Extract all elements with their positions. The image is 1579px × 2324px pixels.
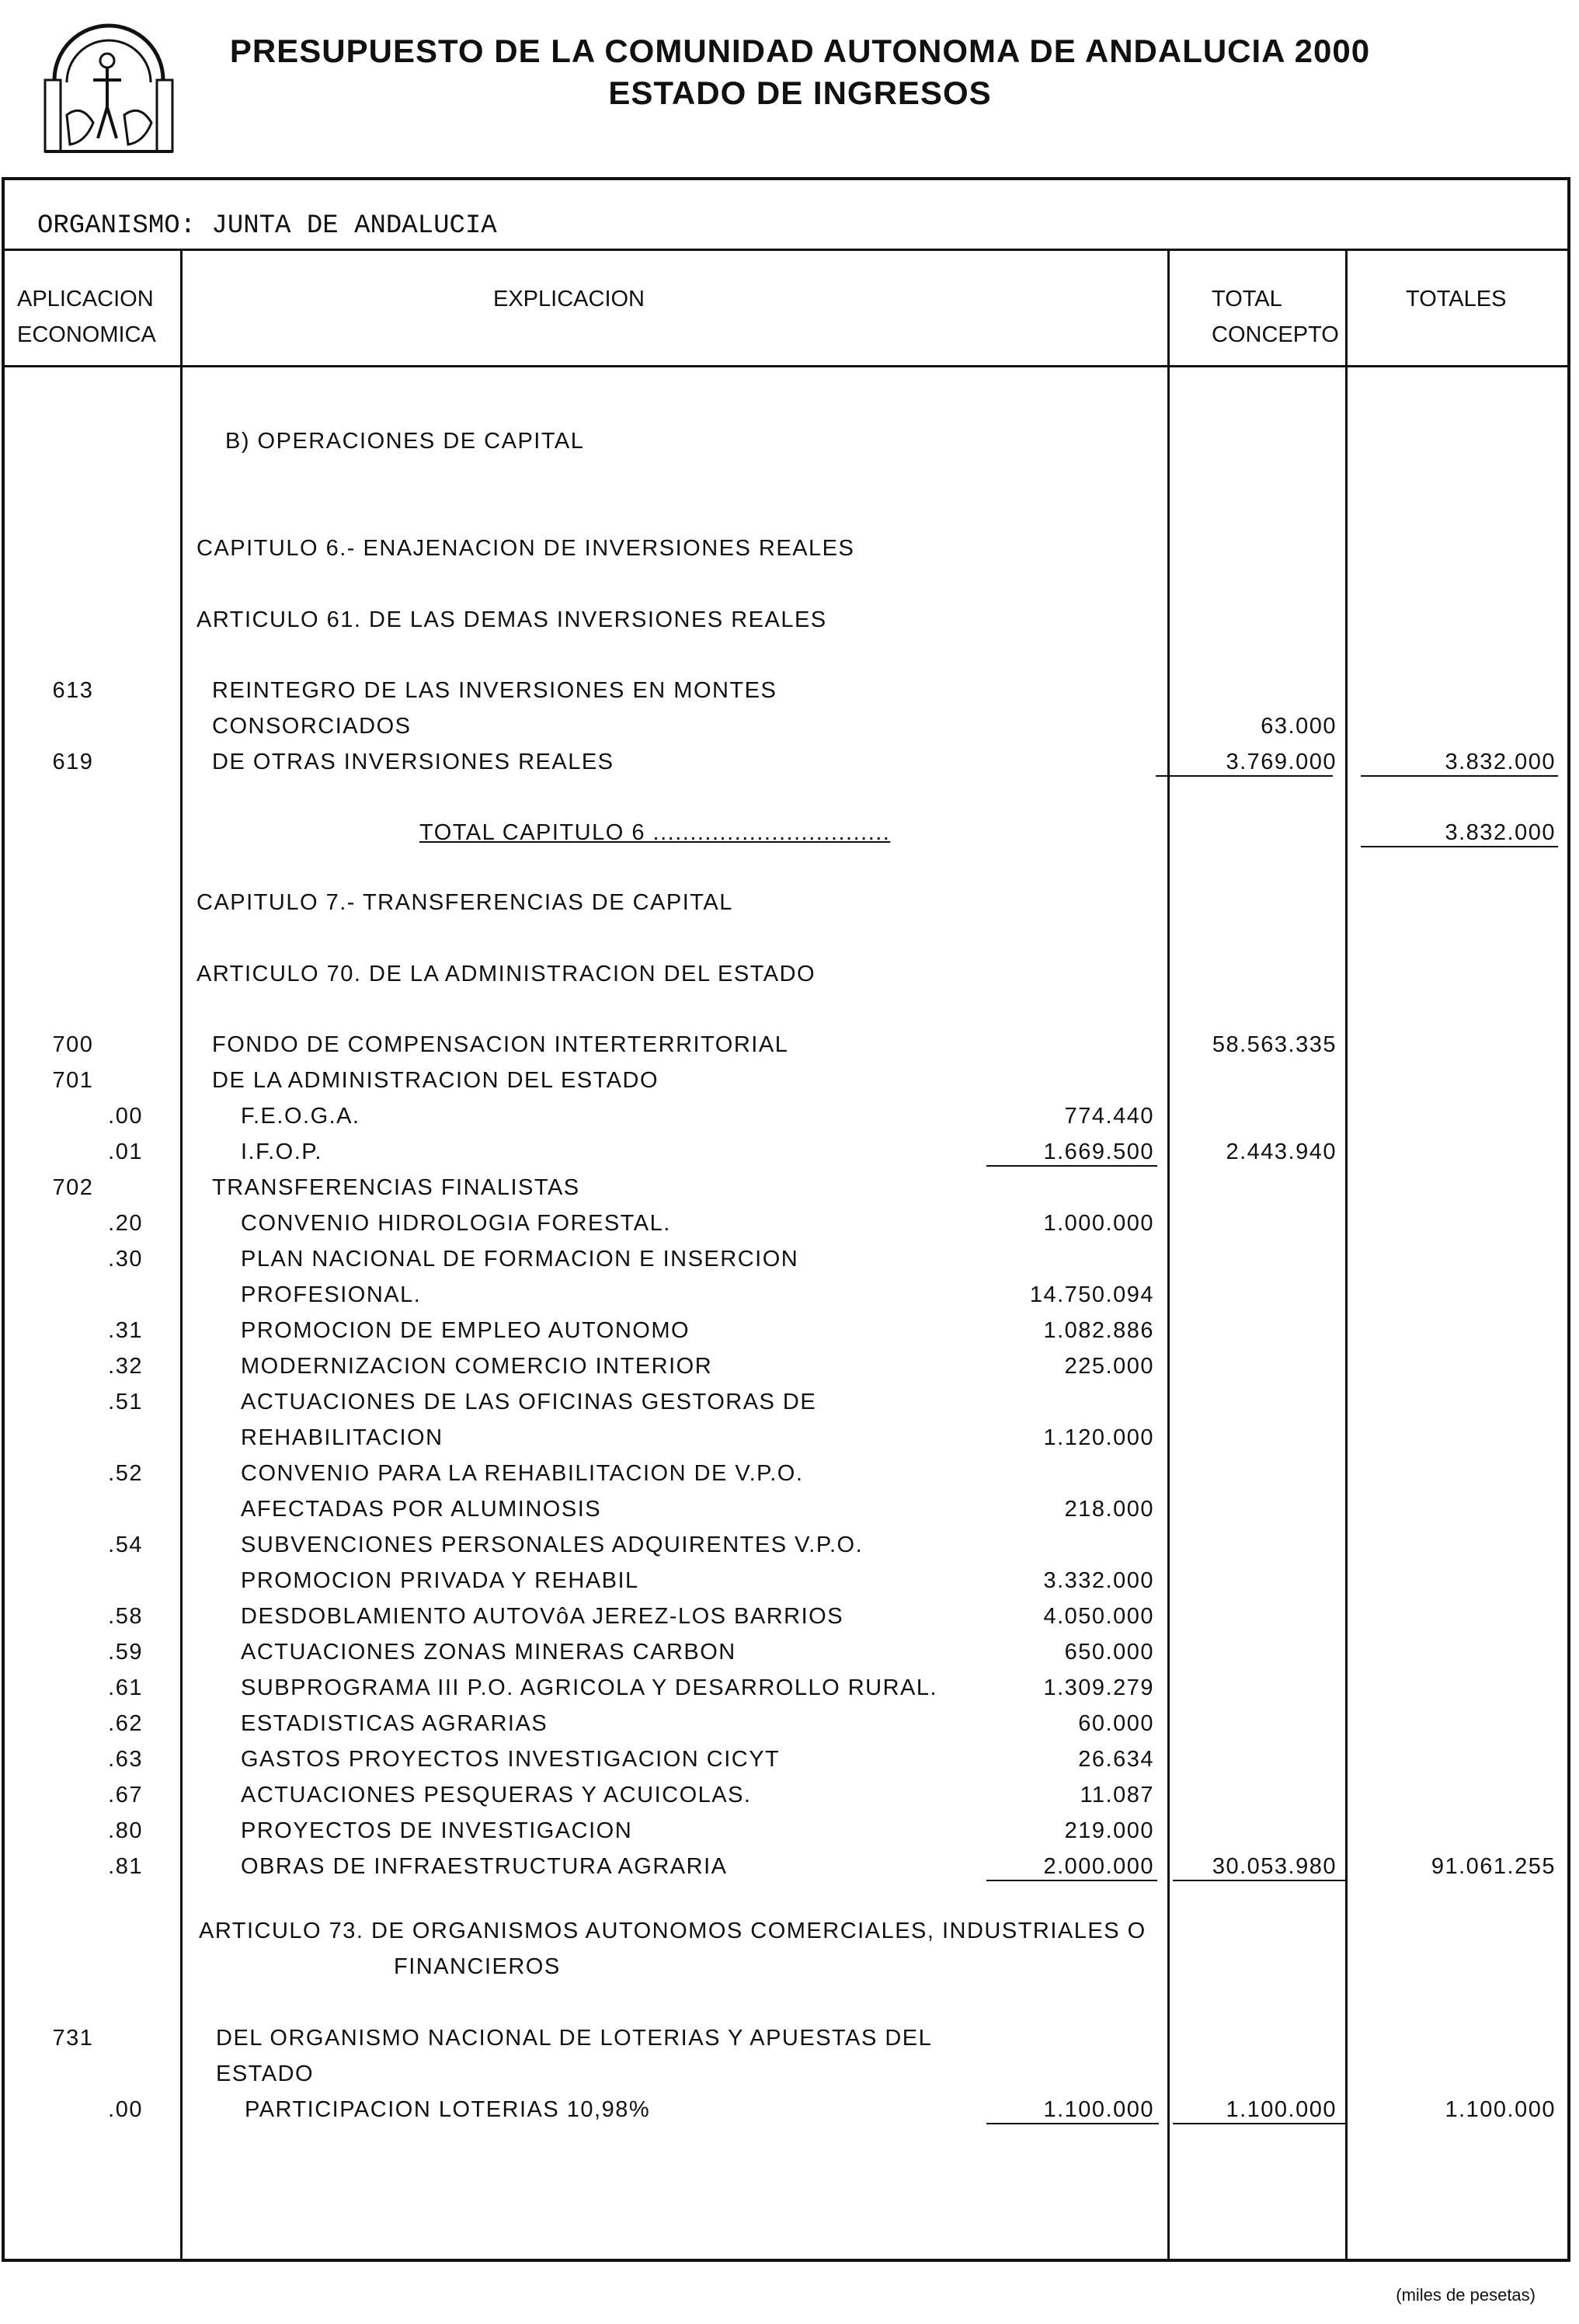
- table-row: [0, 1384, 1579, 1420]
- row-total-concepto: 1.100.000: [1226, 2097, 1337, 2122]
- table-row: [0, 1420, 1579, 1456]
- row-description: ACTUACIONES DE LAS OFICINAS GESTORAS DE: [241, 1390, 817, 1414]
- row-amount: 2.000.000: [1043, 1854, 1154, 1879]
- row-description: PROYECTOS DE INVESTIGACION: [241, 1818, 633, 1843]
- table-row: [0, 531, 1579, 566]
- units-footnote: (miles de pesetas): [1396, 2285, 1536, 2305]
- subtotal-underline: [1173, 1880, 1345, 1881]
- row-amount: 26.634: [1078, 1747, 1154, 1772]
- row-description: SUBPROGRAMA III P.O. AGRICOLA Y DESARROLLO RURAL.: [241, 1675, 938, 1700]
- row-description: DESDOBLAMIENTO AUTOVôA JEREZ-LOS BARRIOS: [241, 1604, 844, 1629]
- table-row: [0, 1634, 1579, 1670]
- row-code: 702: [52, 1175, 94, 1200]
- column-header-aplicacion: [17, 281, 156, 353]
- table-row: [0, 885, 1579, 920]
- table-row: [0, 708, 1579, 744]
- table-row: [0, 1277, 1579, 1313]
- row-subcode: .67: [108, 1783, 143, 1807]
- table-row: [0, 1599, 1579, 1634]
- row-description: FONDO DE COMPENSACION INTERTERRITORIAL: [212, 1032, 789, 1057]
- row-description: REINTEGRO DE LAS INVERSIONES EN MONTES: [212, 678, 777, 703]
- table-row: [0, 956, 1579, 992]
- row-code: 701: [52, 1068, 94, 1093]
- row-amount: 1.100.000: [1043, 2097, 1154, 2122]
- table-row: [0, 1456, 1579, 1491]
- row-subcode: .51: [108, 1390, 143, 1414]
- row-subcode: .63: [108, 1747, 143, 1772]
- row-description: DEL ORGANISMO NACIONAL DE LOTERIAS Y APUESTAS DEL: [216, 2026, 933, 2051]
- row-description: DE OTRAS INVERSIONES REALES: [212, 750, 614, 774]
- row-description: PROMOCION DE EMPLEO AUTONOMO: [241, 1318, 690, 1343]
- table-row: [0, 744, 1579, 780]
- table-row: [0, 1741, 1579, 1777]
- row-amount: 219.000: [1064, 1818, 1154, 1843]
- table-row: [0, 1949, 1579, 1985]
- total-underline: [1361, 846, 1558, 847]
- column-header-totales: TOTALES: [1406, 287, 1507, 311]
- organismo-divider: [2, 249, 1570, 251]
- total-underline: [1361, 775, 1558, 777]
- row-description: ARTICULO 73. DE ORGANISMOS AUTONOMOS COMERCIALES, INDUSTRIALES O: [199, 1919, 1146, 1943]
- table-row: [0, 1313, 1579, 1348]
- row-description: TRANSFERENCIAS FINALISTAS: [212, 1175, 580, 1200]
- row-code: 613: [52, 678, 94, 703]
- row-description: REHABILITACION: [241, 1425, 443, 1450]
- row-description: CAPITULO 7.- TRANSFERENCIAS DE CAPITAL: [197, 890, 733, 915]
- row-subcode: .31: [108, 1318, 143, 1343]
- row-amount: 1.669.500: [1043, 1139, 1154, 1164]
- subtotal-underline: [986, 1880, 1157, 1881]
- subtotal-underline: [986, 2123, 1159, 2124]
- row-subcode: .81: [108, 1854, 143, 1879]
- table-row: [0, 602, 1579, 638]
- row-amount: 650.000: [1064, 1640, 1154, 1665]
- document-subtitle: ESTADO DE INGRESOS: [608, 75, 992, 111]
- row-description: CONVENIO HIDROLOGIA FORESTAL.: [241, 1211, 671, 1236]
- row-description: ARTICULO 61. DE LAS DEMAS INVERSIONES REALES: [197, 607, 827, 632]
- table-row: [0, 1706, 1579, 1741]
- subtotal-underline: [986, 1165, 1157, 1167]
- row-description: F.E.O.G.A.: [241, 1104, 360, 1129]
- row-description: PROFESIONAL.: [241, 1282, 422, 1307]
- row-code: 619: [52, 750, 94, 774]
- row-amount: 60.000: [1078, 1711, 1154, 1736]
- row-code: 700: [52, 1032, 94, 1057]
- column-header-total-concepto: [1212, 281, 1339, 353]
- document-title: PRESUPUESTO DE LA COMUNIDAD AUTONOMA DE ANDALUCIA 2000: [229, 33, 1371, 69]
- subtotal-underline: [1156, 775, 1333, 777]
- row-total-concepto: 63.000: [1261, 714, 1337, 739]
- row-description: PLAN NACIONAL DE FORMACION E INSERCION: [241, 1247, 799, 1272]
- row-description: B) OPERACIONES DE CAPITAL: [225, 429, 585, 454]
- row-description: PARTICIPACION LOTERIAS 10,98%: [245, 2097, 651, 2122]
- table-row: [0, 1913, 1579, 1949]
- row-totales: 3.832.000: [1445, 820, 1556, 845]
- column-header-aplicacion-line1: APLICACION: [17, 287, 154, 311]
- column-header-total-concepto-line1: TOTAL: [1212, 287, 1282, 311]
- table-row: [0, 1134, 1579, 1170]
- table-row: [0, 2020, 1579, 2056]
- row-amount: 4.050.000: [1043, 1604, 1154, 1629]
- row-subcode: .54: [108, 1533, 143, 1557]
- row-subcode: .59: [108, 1640, 143, 1665]
- row-subcode: .20: [108, 1211, 143, 1236]
- table-row: [0, 673, 1579, 708]
- row-description: ACTUACIONES ZONAS MINERAS CARBON: [241, 1640, 736, 1665]
- header-divider: [2, 365, 1570, 367]
- column-header-aplicacion-line2: ECONOMICA: [17, 322, 156, 347]
- row-description: SUBVENCIONES PERSONALES ADQUIRENTES V.P.O.: [241, 1533, 864, 1557]
- row-description: DE LA ADMINISTRACION DEL ESTADO: [212, 1068, 659, 1093]
- table-row: [0, 1241, 1579, 1277]
- table-row: [0, 1205, 1579, 1241]
- subtotal-underline: [1173, 2123, 1345, 2124]
- table-row: [0, 2056, 1579, 2092]
- table-row: [0, 1348, 1579, 1384]
- row-subcode: .62: [108, 1711, 143, 1736]
- row-description: GASTOS PROYECTOS INVESTIGACION CICYT: [241, 1747, 781, 1772]
- table-row: [0, 1098, 1579, 1134]
- column-header-explicacion: EXPLICACION: [493, 287, 645, 311]
- row-subcode: .80: [108, 1818, 143, 1843]
- row-description: OBRAS DE INFRAESTRUCTURA AGRARIA: [241, 1854, 728, 1879]
- row-description: ARTICULO 70. DE LA ADMINISTRACION DEL ESTADO: [197, 962, 816, 986]
- row-total-concepto: 3.769.000: [1226, 750, 1337, 774]
- table-row: [0, 1777, 1579, 1813]
- row-amount: 1.000.000: [1043, 1211, 1154, 1236]
- row-description: ESTADISTICAS AGRARIAS: [241, 1711, 548, 1736]
- row-total-concepto: 58.563.335: [1212, 1032, 1337, 1057]
- row-subcode: .30: [108, 1247, 143, 1272]
- row-description: AFECTADAS POR ALUMINOSIS: [241, 1497, 602, 1522]
- row-totales: 91.061.255: [1431, 1854, 1556, 1879]
- row-subcode: .61: [108, 1675, 143, 1700]
- row-amount: 774.440: [1064, 1104, 1154, 1129]
- row-amount: 3.332.000: [1043, 1568, 1154, 1593]
- table-row: [0, 815, 1579, 851]
- row-amount: 11.087: [1080, 1783, 1154, 1807]
- table-row: [0, 1063, 1579, 1098]
- table-row: [0, 1527, 1579, 1563]
- row-subcode: .01: [108, 1139, 143, 1164]
- row-amount: 1.120.000: [1043, 1425, 1154, 1450]
- row-subcode: .00: [108, 1104, 143, 1129]
- table-row: [0, 1491, 1579, 1527]
- table-row: [0, 1170, 1579, 1205]
- column-header-total-concepto-line2: CONCEPTO: [1212, 322, 1339, 347]
- row-description: TOTAL CAPITULO 6 ................................: [419, 820, 891, 845]
- row-description: PROMOCION PRIVADA Y REHABIL: [241, 1568, 639, 1593]
- row-code: 731: [52, 2026, 94, 2051]
- row-subcode: .58: [108, 1604, 143, 1629]
- organismo-label: ORGANISMO: JUNTA DE ANDALUCIA: [37, 211, 497, 241]
- row-description: FINANCIEROS: [394, 1954, 561, 1979]
- row-amount: 1.082.886: [1043, 1318, 1154, 1343]
- row-description: I.F.O.P.: [241, 1139, 322, 1164]
- row-totales: 1.100.000: [1445, 2097, 1556, 2122]
- row-amount: 14.750.094: [1029, 1282, 1154, 1307]
- row-subcode: .52: [108, 1461, 143, 1486]
- row-description: CONVENIO PARA LA REHABILITACION DE V.P.O.: [241, 1461, 804, 1486]
- row-amount: 1.309.279: [1043, 1675, 1154, 1700]
- andalucia-coat-of-arms-logo: [39, 6, 179, 155]
- table-row: [0, 1027, 1579, 1063]
- row-amount: 218.000: [1064, 1497, 1154, 1522]
- row-subcode: .00: [108, 2097, 143, 2122]
- row-totales: 3.832.000: [1445, 750, 1556, 774]
- row-description: CAPITULO 6.- ENAJENACION DE INVERSIONES REALES: [197, 536, 855, 561]
- row-description: MODERNIZACION COMERCIO INTERIOR: [241, 1354, 713, 1379]
- row-subcode: .32: [108, 1354, 143, 1379]
- row-total-concepto: 2.443.940: [1226, 1139, 1337, 1164]
- row-total-concepto: 30.053.980: [1212, 1854, 1337, 1879]
- row-amount: 225.000: [1064, 1354, 1154, 1379]
- row-description: ESTADO: [216, 2061, 315, 2086]
- table-row: [0, 1563, 1579, 1599]
- table-row: [0, 1813, 1579, 1849]
- table-row: [0, 1670, 1579, 1706]
- table-row: [0, 423, 1579, 459]
- row-description: ACTUACIONES PESQUERAS Y ACUICOLAS.: [241, 1783, 752, 1807]
- row-description: CONSORCIADOS: [212, 714, 412, 739]
